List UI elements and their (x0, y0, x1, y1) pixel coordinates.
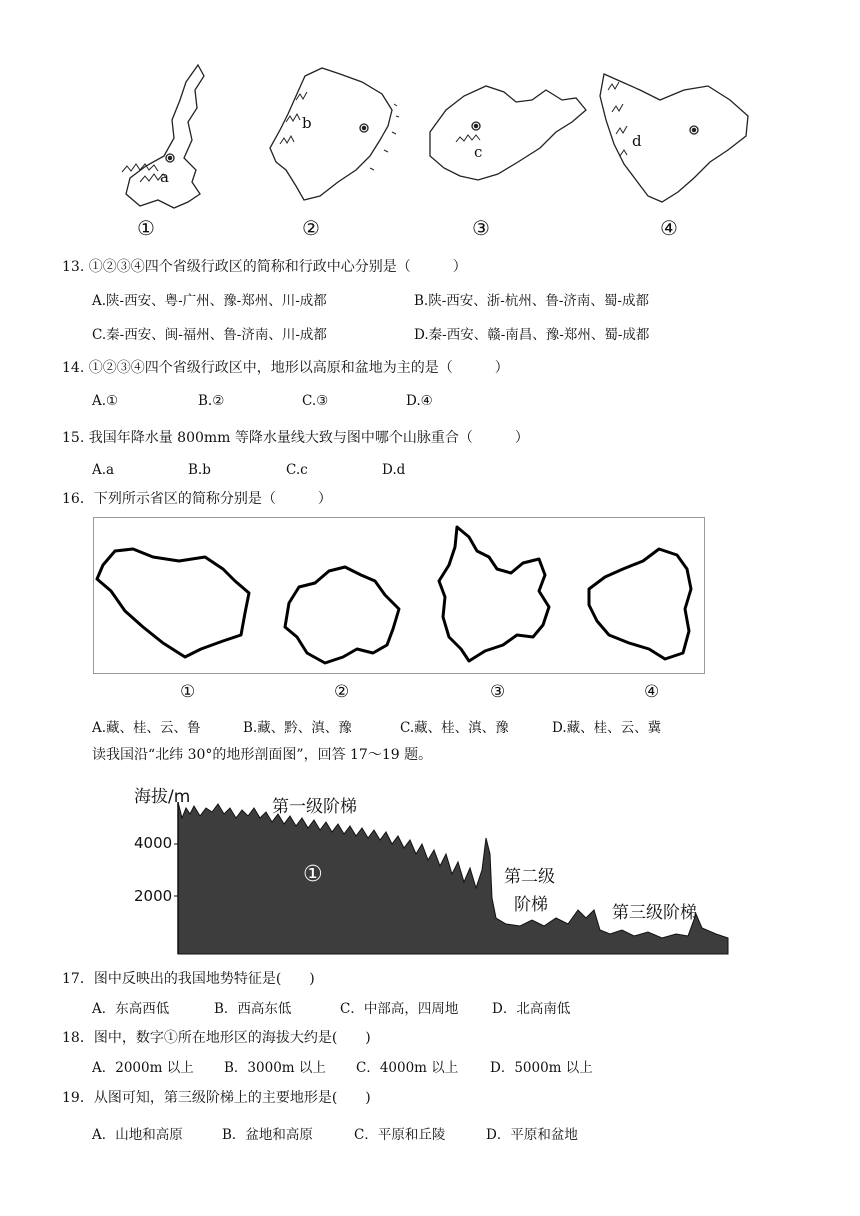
option-c: C.秦-西安、闽-福州、鲁-济南、川-成都 (92, 327, 327, 343)
option-a: A．山地和高原 (92, 1127, 183, 1143)
outline-label-1: ① (180, 682, 196, 702)
question-stem: 13. ①②③④四个省级行政区的简称和行政中心分别是（ ） (62, 259, 467, 275)
option-a: A．2000m 以上 (92, 1060, 194, 1076)
map-4 (600, 74, 748, 202)
option-c: C．4000m 以上 (356, 1060, 459, 1076)
option-c: C.c (286, 462, 308, 478)
option-b: B.b (188, 462, 211, 478)
question-stem: 16．下列所示省区的简称分别是（ ） (62, 491, 332, 507)
option-b: B.藏、黔、滇、豫 (243, 720, 352, 736)
profile-step1-label: 第一级阶梯 (272, 797, 357, 817)
profile-step3-label: 第三级阶梯 (612, 903, 697, 923)
profile-step2-label-line1: 第二级 (504, 867, 555, 887)
outline-4 (589, 549, 691, 659)
option-c: C．中部高，四周地 (340, 1001, 459, 1017)
option-b: B.② (198, 393, 225, 409)
terrain-profile-svg (128, 778, 732, 958)
outline-label-2: ② (334, 682, 350, 702)
marker-a: a (160, 168, 169, 186)
option-b: B．3000m 以上 (224, 1060, 326, 1076)
marker-c: c (474, 143, 483, 161)
option-c: C.③ (302, 393, 329, 409)
option-c: C.藏、桂、滇、豫 (400, 720, 509, 736)
question-stem: 19．从图可知，第三级阶梯上的主要地形是( ) (62, 1090, 371, 1106)
question-stem: 17．图中反映出的我国地势特征是( ) (62, 971, 315, 987)
profile-marker-1: ① (303, 862, 323, 887)
option-a: A．东高西低 (92, 1001, 170, 1017)
option-b: B．西高东低 (214, 1001, 292, 1017)
map-3 (430, 86, 586, 180)
marker-d: d (632, 132, 642, 150)
option-b: B.陕-西安、浙-杭州、鲁-济南、蜀-成都 (414, 293, 649, 309)
option-d: D．北高南低 (492, 1001, 571, 1017)
province-outline-maps (100, 60, 780, 220)
option-d: D．平原和盆地 (486, 1127, 578, 1143)
profile-tick-4000: 4000 (134, 834, 173, 852)
question-stem: 15. 我国年降水量 800mm 等降水量线大致与图中哪个山脉重合（ ） (62, 430, 529, 446)
outline-2 (285, 567, 399, 663)
profile-step2-label-line2: 阶梯 (514, 895, 548, 915)
question-stem: 14. ①②③④四个省级行政区中，地形以高原和盆地为主的是（ ） (62, 360, 509, 376)
map-label-2: ② (302, 216, 320, 240)
option-a: A.藏、桂、云、鲁 (92, 720, 201, 736)
option-a: A.① (92, 393, 119, 409)
map-2 (270, 68, 399, 200)
outline-label-3: ③ (490, 682, 506, 702)
map-label-1: ① (137, 216, 155, 240)
option-d: D.藏、桂、云、冀 (552, 720, 662, 736)
question-stem: 18．图中，数字①所在地形区的海拔大约是( ) (62, 1030, 371, 1046)
province-outlines-box (93, 517, 706, 675)
map-label-4: ④ (660, 216, 678, 240)
option-a: A.陕-西安、粤-广州、豫-郑州、川-成都 (92, 293, 327, 309)
outline-label-4: ④ (644, 682, 660, 702)
option-d: D.④ (406, 393, 433, 409)
option-d: D．5000m 以上 (490, 1060, 593, 1076)
profile-ylabel: 海拔/m (134, 787, 191, 807)
option-b: B．盆地和高原 (222, 1127, 313, 1143)
profile-tick-2000: 2000 (134, 887, 173, 905)
map-1 (122, 65, 204, 208)
option-a: A.a (92, 462, 115, 478)
option-d: D.d (382, 462, 406, 478)
outline-tibet (97, 549, 249, 657)
marker-b: b (302, 114, 312, 132)
section-intro: 读我国沿“北纬 30°的地形剖面图”，回答 17～19 题。 (92, 747, 433, 763)
option-d: D.秦-西安、赣-南昌、豫-郑州、蜀-成都 (414, 327, 650, 343)
terrain-fill (178, 802, 728, 954)
map-label-3: ③ (472, 216, 490, 240)
outline-yunnan (439, 527, 549, 661)
option-c: C．平原和丘陵 (354, 1127, 446, 1143)
